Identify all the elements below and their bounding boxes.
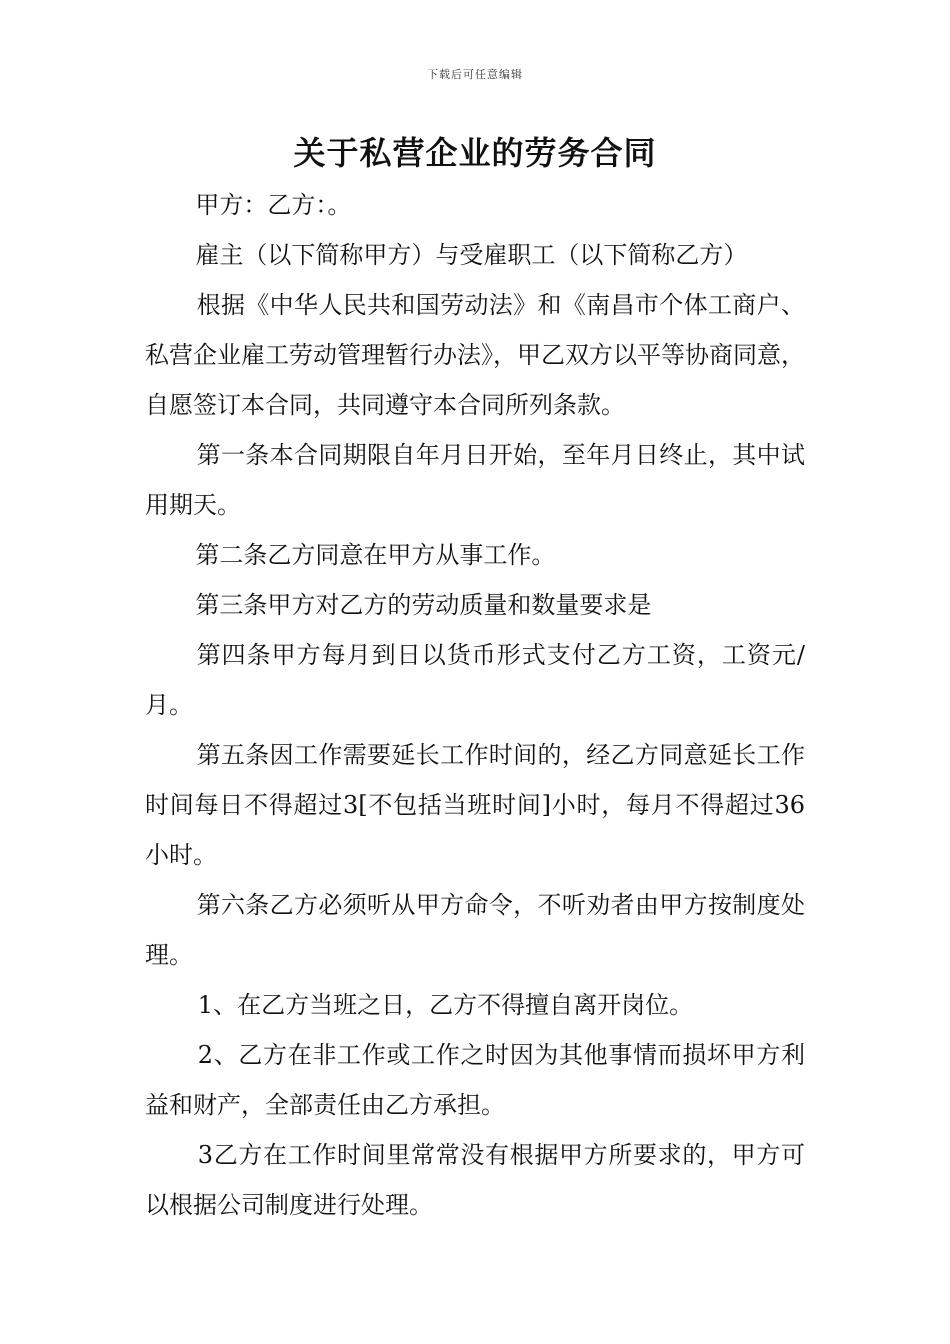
paragraph-article-5: 第五条因工作需要延长工作时间的，经乙方同意延长工作时间每日不得超过3[不包括当班时间]小时，每月不得超过36小时。 [145, 741, 805, 869]
paragraph-article-4: 第四条甲方每月到日以货币形式支付乙方工资，工资元/月。 [145, 641, 805, 719]
paragraph-article-1: 第一条本合同期限自年月日开始，至年月日终止，其中试用期天。 [145, 441, 805, 519]
document-body [145, 180, 805, 1230]
document-title: 关于私营企业的劳务合同 [293, 134, 657, 172]
paragraph-definitions: 雇主（以下简称甲方）与受雇职工（以下简称乙方） [195, 241, 748, 269]
paragraph-item-1: 1、在乙方当班之日，乙方不得擅自离开岗位。 [197, 991, 694, 1019]
paragraph-article-6: 第六条乙方必须听从甲方命令，不听劝者由甲方按制度处理。 [145, 891, 805, 969]
paragraph-article-2: 第二条乙方同意在甲方从事工作。 [195, 541, 556, 569]
paragraph-article-3: 第三条甲方对乙方的劳动质量和数量要求是 [195, 591, 652, 619]
paragraph-parties: 甲方：乙方：。 [195, 191, 352, 219]
paragraph-item-3: 3乙方在工作时间里常常没有根据甲方所要求的，甲方可以根据公司制度进行处理。 [145, 1141, 805, 1219]
paragraph-preamble: 根据《中华人民共和国劳动法》和《南昌市个体工商户、私营企业雇工劳动管理暂行办法》，甲乙双方以平等协商同意，自愿签订本合同，共同遵守本合同所列条款。 [145, 291, 805, 419]
header-note: 下载后可任意编辑 [427, 68, 523, 81]
paragraph-item-2: 2、乙方在非工作或工作之时因为其他事情而损坏甲方利益和财产，全部责任由乙方承担。 [145, 1041, 805, 1119]
